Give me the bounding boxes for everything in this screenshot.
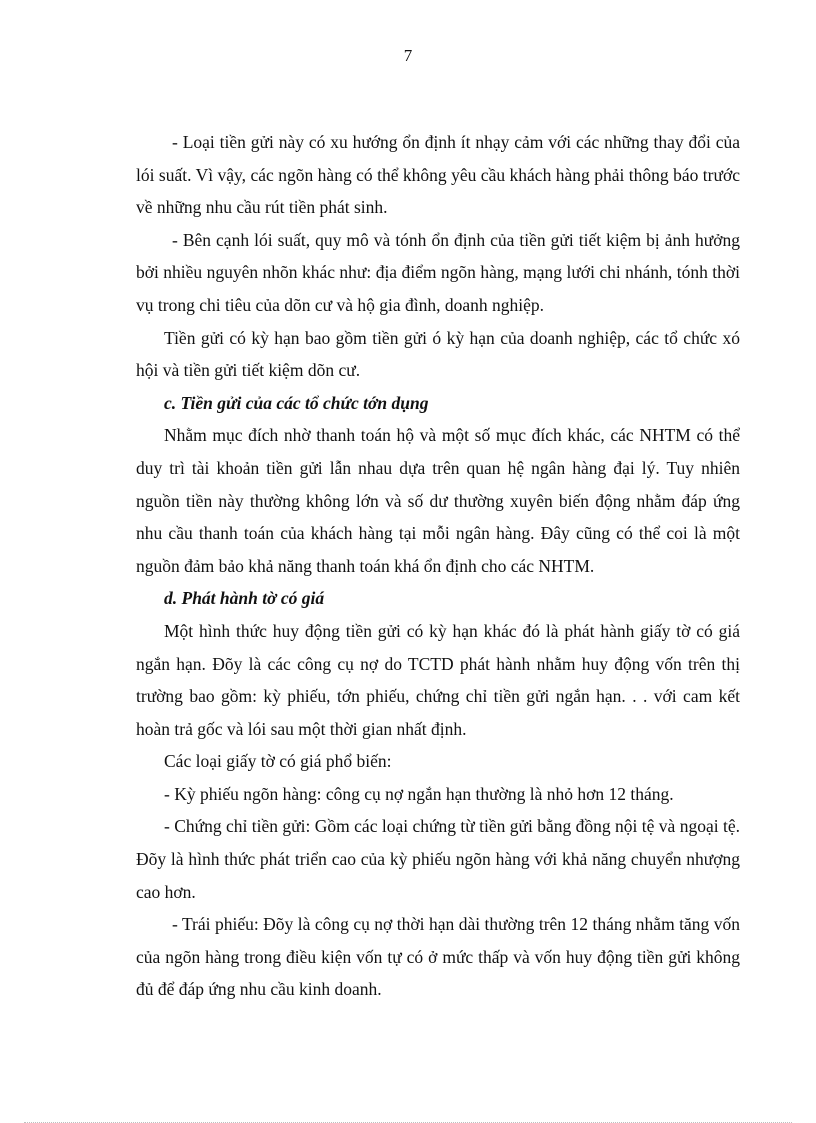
paragraph-valuable-papers: Một hình thức huy động tiền gửi có kỳ hạn khác đó là phát hành giấy tờ có giá ngắn hạn. Đõy là các công cụ nợ do TCTD phát hành nhằm huy động vốn trên thị trường bao gồm: kỳ phiếu, tớn phiếu, chứng chỉ tiền gửi ngắn hạn. . . với cam kết hoàn trả gốc và lói sau một thời gian nhất định. xyxy=(136,620,740,739)
page-number: 7 xyxy=(403,46,413,65)
paragraph-common-papers: Các loại giấy tờ có giá phổ biến: xyxy=(164,751,392,772)
list-item-promissory-notes: - Kỳ phiếu ngõn hàng: công cụ nợ ngắn hạn thường là nhỏ hơn 12 tháng. xyxy=(164,783,674,804)
paragraph-interbank-deposits: Nhằm mục đích nhờ thanh toán hộ và một số mục đích khác, các NHTM có thể duy trì tài khoản tiền gửi lẫn nhau dựa trên quan hệ ngân hàng đại lý. Tuy nhiên nguồn tiền này thường không lớn và số dư thường xuyên biến động nhằm đáp ứng nhu cầu thanh toán của khách hàng tại mỗi ngân hàng. Đây cũng có thể coi là một nguồn đảm bảo khả năng thanh toán khá ổn định cho các NHTM. xyxy=(136,425,740,576)
list-item-bonds: - Trái phiếu: Đõy là công cụ nợ thời hạn dài thường trên 12 tháng nhằm tăng vốn của ngõn hàng trong điều kiện vốn tự có ở mức thấp và vốn huy động tiền gửi không đủ để đáp ứng nhu cầu kinh doanh. xyxy=(136,914,740,1000)
section-heading-credit-institutions: c. Tiền gửi của các tổ chức tớn dụng xyxy=(164,392,429,413)
paragraph-term-deposits: Tiền gửi có kỳ hạn bao gồm tiền gửi ó kỳ hạn của doanh nghiệp, các tổ chức xó hội và tiền gửi tiết kiệm dõn cư. xyxy=(136,327,740,381)
paragraph-savings-factors: - Bên cạnh lói suất, quy mô và tónh ổn định của tiền gửi tiết kiệm bị ảnh hưởng bởi nhiều nguyên nhõn khác như: địa điểm ngõn hàng, mạng lưới chi nhánh, tónh thời vụ trong chi tiêu của dõn cư và hộ gia đình, doanh nghiệp. xyxy=(136,229,740,315)
paragraph-deposit-stability: - Loại tiền gửi này có xu hướng ổn định ít nhạy cảm với các những thay đổi của lói suất. Vì vậy, các ngõn hàng có thể không yêu cầu khách hàng phải thông báo trước về những nhu cầu rút tiền phát sinh. xyxy=(136,132,740,218)
section-heading-valuable-papers: d. Phát hành tờ có giá xyxy=(164,588,325,609)
list-item-certificates-of-deposit: - Chứng chỉ tiền gửi: Gồm các loại chứng từ tiền gửi bằng đồng nội tệ và ngoại tệ. Đõy là hình thức phát triển cao của kỳ phiếu ngõn hàng với khả năng chuyển nhượng cao hơn. xyxy=(136,816,740,902)
document-body xyxy=(136,126,740,1006)
